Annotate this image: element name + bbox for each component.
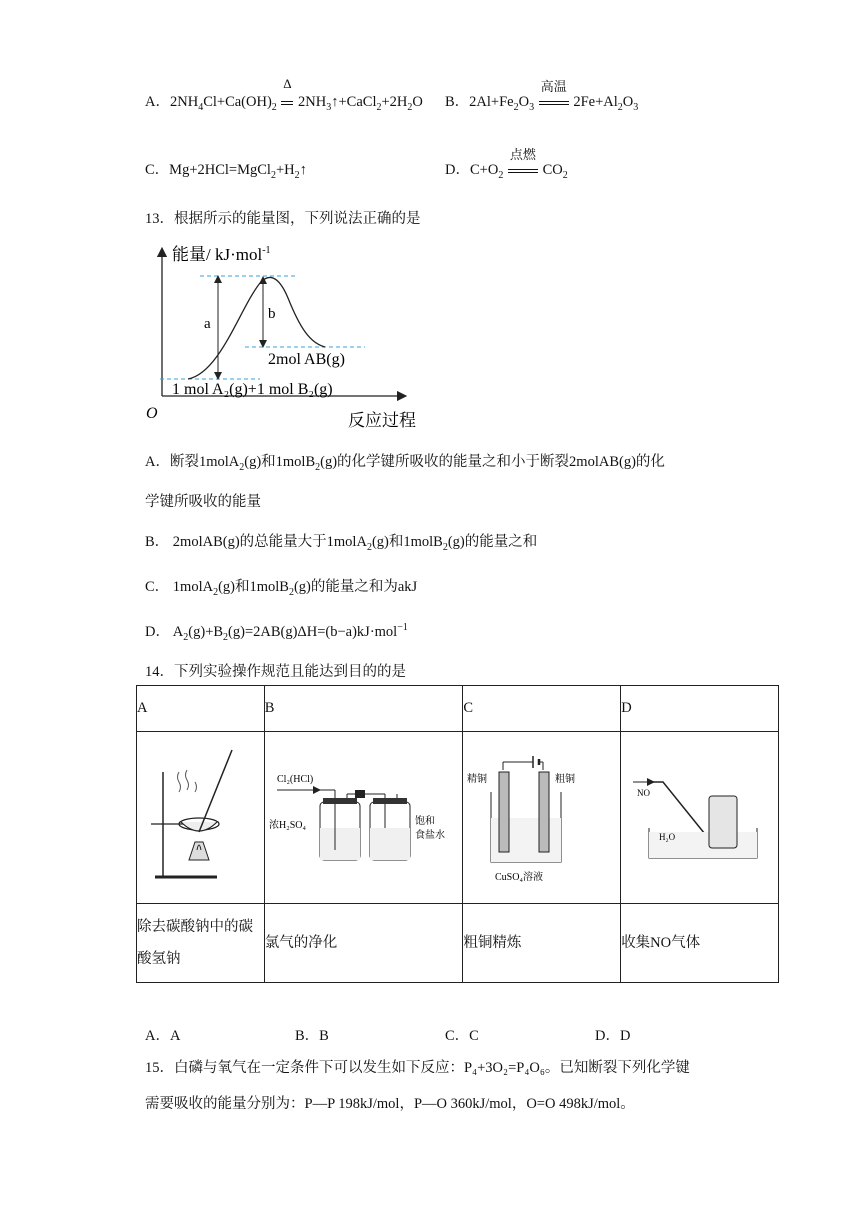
q15-line1: 15．白磷与氧气在一定条件下可以发生如下反应：P₄+3O₂=P₄O₆。已知断裂下列化学键: [145, 1060, 690, 1076]
figure-a-cell: [137, 732, 265, 904]
figure-b-cell: [264, 732, 463, 904]
header-c: C: [463, 686, 621, 732]
q14-answer-c: C．C: [445, 1028, 479, 1044]
gas-washing-bottles-figure: [265, 732, 461, 898]
q12-option-c: C．$Mg+2HCl=MgCl_2+H_2↑$: [145, 162, 307, 181]
q13-option-d: D． $A_2(g)+B_2(g)=2AB(g)\Delta H=(b-a)kJ\cdot mol^{-1}$: [145, 622, 408, 643]
q12-option-d: D．$C+O_2$ 点燃 $CO_2$: [445, 147, 568, 181]
q12-option-b: B．$2Al+Fe_2O_3$ 高温 $2Fe+Al_2O_3$: [445, 79, 639, 113]
electrolysis-cell-figure: [463, 732, 619, 898]
y-axis-label: 能量/ kJ·mol$^{-1}$: [172, 245, 271, 264]
q13-option-a-cont: 学键所吸收的能量: [145, 494, 261, 510]
gas-collection-figure: [621, 732, 777, 898]
product-label: 2mol AB(g): [268, 351, 345, 368]
svg-text:浓H₂SO₄: 浓H₂SO₄: [268, 820, 306, 831]
q13-option-b: B． 2molAB(g)的总能量大于1molA$_2$(g)和1molB$_2$(g)的能量之和: [145, 534, 538, 553]
svg-text:H₂O: H₂O: [659, 832, 676, 842]
q13-stem: 13．根据所示的能量图，下列说法正确的是: [145, 211, 421, 227]
x-axis-label: 反应过程: [348, 411, 416, 430]
svg-text:食盐水: 食盐水: [414, 830, 445, 841]
high-temp-condition: 高温: [538, 94, 570, 111]
ignite-condition: 点燃: [507, 162, 539, 179]
figure-c-cell: [463, 732, 621, 904]
svg-text:粗铜: 粗铜: [555, 774, 576, 785]
svg-text:精铜: 精铜: [467, 774, 488, 785]
purpose-d: 收集NO气体: [621, 904, 779, 983]
energy-diagram: [140, 238, 440, 433]
purpose-a: 除去碳酸钠中的碳酸氢钠: [137, 904, 265, 983]
svg-text:饱和: 饱和: [414, 816, 435, 827]
q12-option-a: A．$2NH_4Cl+Ca(OH)_2$ Δ $2NH_3↑+CaCl_2+2H_2O$: [145, 76, 423, 113]
q13-option-c: C． 1molA$_2$(g)和1molB$_2$(g)的能量之和为akJ: [145, 579, 418, 598]
heat-condition: Δ: [280, 94, 294, 111]
reactant-label: 1 mol A₂(g)+1 mol B₂(g): [172, 381, 333, 398]
q14-table: [136, 685, 779, 983]
label-a: a: [204, 316, 211, 332]
heating-apparatus-figure: [137, 732, 263, 898]
q14-answer-a: A．A: [145, 1028, 181, 1044]
q14-answer-d: D．D: [595, 1028, 631, 1044]
header-b: B: [264, 686, 463, 732]
svg-text:NO: NO: [637, 788, 651, 798]
header-a: A: [137, 686, 265, 732]
svg-text:Cl₂(HCl): Cl₂(HCl): [276, 774, 314, 785]
q13-option-a: A．断裂1molA$_2$(g)和1molB$_2$(g)的化学键所吸收的能量之和小于断裂2molAB(g)的化: [145, 454, 665, 473]
purpose-c: 粗铜精炼: [463, 904, 621, 983]
q15-line2: 需要吸收的能量分别为：P—P 198kJ/mol，P—O 360kJ/mol，O=O 498kJ/mol。: [145, 1096, 635, 1112]
header-d: D: [621, 686, 779, 732]
q14-stem: 14．下列实验操作规范且能达到目的的是: [145, 664, 406, 680]
label-b: b: [268, 306, 276, 322]
figure-d-cell: [621, 732, 779, 904]
purpose-b: 氯气的净化: [264, 904, 463, 983]
svg-text:CuSO₄溶液: CuSO₄溶液: [495, 872, 544, 883]
origin-label: O: [146, 405, 158, 422]
q14-answer-b: B．B: [295, 1028, 329, 1044]
